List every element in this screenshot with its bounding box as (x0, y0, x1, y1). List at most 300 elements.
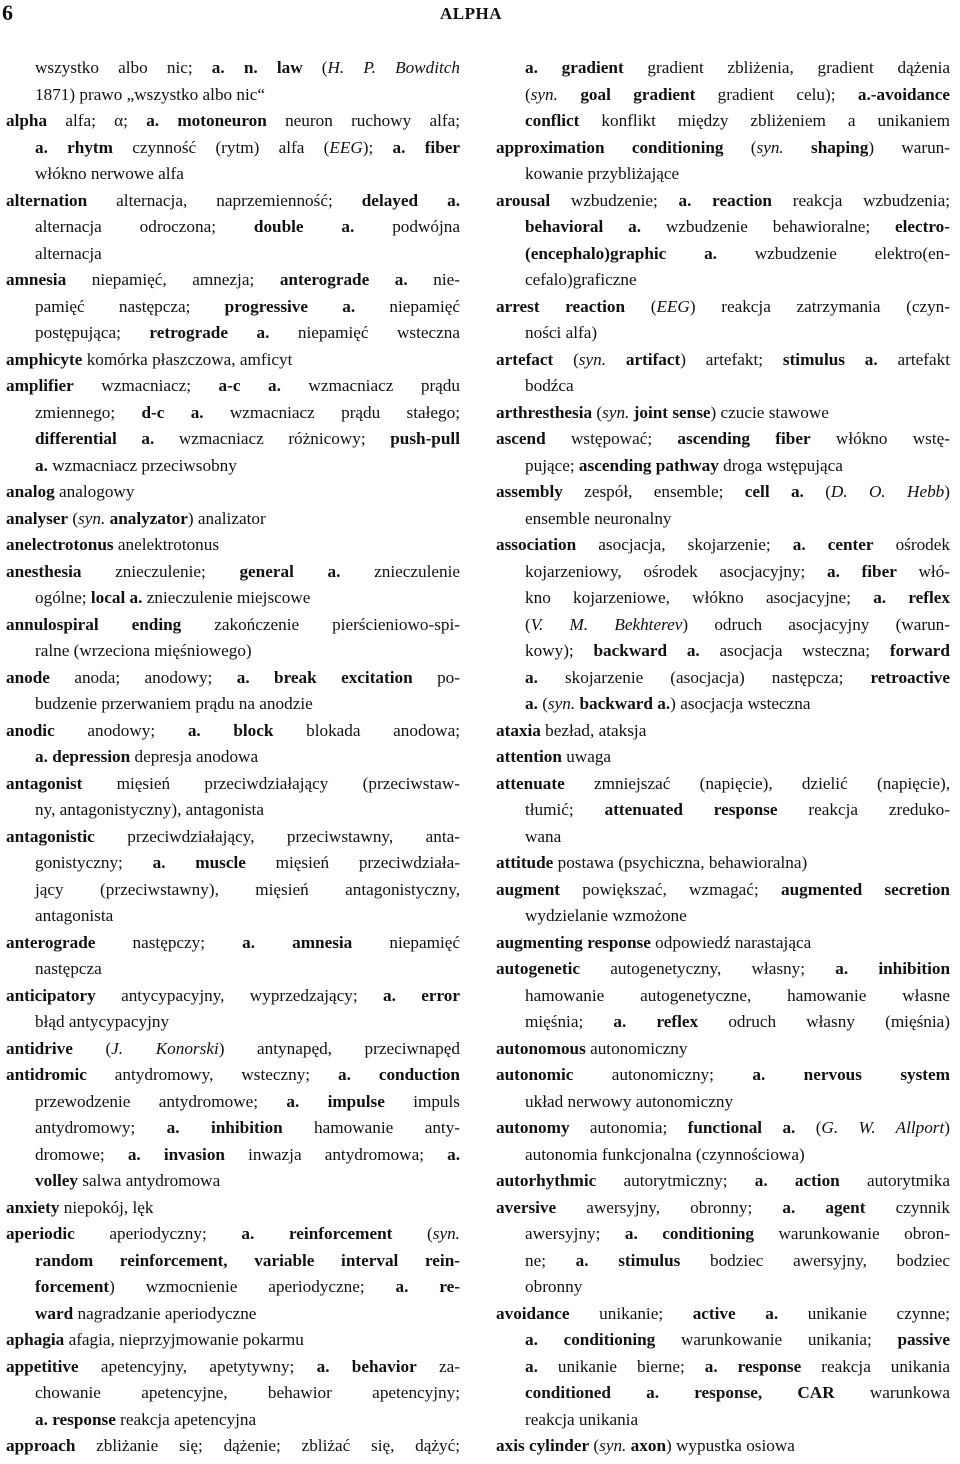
entry-text (35, 456, 237, 475)
definition-text: ( (589, 1436, 600, 1455)
entry-line (6, 983, 460, 1010)
entry-line (6, 877, 460, 904)
entry-line (6, 612, 460, 639)
entry-line (6, 824, 460, 851)
entry-line (6, 82, 460, 109)
definition-text: ( (392, 1224, 433, 1243)
entry-text (35, 959, 102, 978)
definition-text: ) reakcja zatrzymania (czyn- (689, 296, 950, 316)
entry-text (35, 747, 258, 766)
entry-text (35, 800, 264, 819)
definition-text: anodowy; (54, 720, 188, 740)
definition-text: wszystko albo nic; (35, 58, 212, 77)
definition-text: ) wzmocnienie aperiodyczne; (109, 1277, 396, 1296)
right-column (496, 55, 950, 1460)
definition-text: reakcja unikania (525, 1409, 639, 1429)
headword-text: ataxia (496, 720, 541, 740)
headword-text: a. response (704, 1356, 802, 1376)
entry-text (525, 588, 950, 607)
definition-text: znieczulenie; (81, 561, 240, 581)
entry-line (496, 1354, 950, 1381)
entry-text (525, 85, 950, 104)
entry-text (496, 350, 950, 369)
entry-text (496, 1436, 795, 1455)
entry-line (496, 665, 950, 692)
definition-text: zespół, ensemble; (562, 482, 745, 501)
definition-text: salwa antydromowa (77, 1171, 221, 1190)
definition-text: warunkowanie obron- (753, 1224, 950, 1243)
italic-text: EEG (656, 296, 690, 316)
definition-text (784, 138, 811, 157)
headword-text: progressive a. (224, 296, 356, 316)
entry-text (35, 164, 184, 183)
entry-text (6, 1198, 154, 1217)
definition-text: hamowanie autogenetyczne, hamowanie własne (525, 985, 950, 1005)
definition-text: kojarzeniowy, ośrodek asocjacyjny; (525, 561, 827, 581)
entry-text (525, 270, 637, 289)
italic-text: syn. (599, 1436, 627, 1455)
running-head: ALPHA (440, 4, 502, 23)
entry-line (6, 1301, 460, 1328)
headword-text: approximation conditioning (496, 137, 724, 157)
definition-text: hamowanie anty- (282, 1118, 460, 1137)
definition-text: bodziec awersyjny, bodziec (680, 1250, 950, 1270)
headword-text: stimulus a. (782, 349, 878, 369)
definition-text (558, 85, 580, 104)
headword-text: autogenetic (496, 959, 581, 978)
italic-text: syn. (432, 1224, 460, 1243)
entry-text (525, 217, 950, 236)
entry-line (496, 506, 950, 533)
entry-line (6, 930, 460, 957)
entry-text (35, 1012, 169, 1031)
headword-text: a. (35, 455, 48, 475)
entry-text (525, 906, 687, 925)
entry-text (35, 880, 460, 899)
entry-text (35, 1304, 256, 1323)
entry-line (6, 267, 460, 294)
entry-text (6, 509, 266, 528)
definition-text: skojarzenie (asocjacja) następcza; (537, 667, 871, 687)
definition-text: wzmacniacz prądu (280, 376, 460, 395)
headword-text: joint sense (633, 402, 711, 422)
definition-text: mięsień przeciwdziała- (245, 853, 460, 872)
italic-text: G. W. Allport (821, 1118, 945, 1137)
definition-text: autonomiczny (585, 1038, 688, 1058)
entry-line (6, 744, 460, 771)
headword-text: passive (897, 1330, 950, 1349)
entry-text (6, 668, 460, 687)
definition-text: ( (72, 1038, 112, 1058)
definition-text: autonomiczny; (573, 1065, 753, 1084)
italic-text: syn. (756, 137, 784, 157)
definition-text: warunkowa (834, 1383, 950, 1402)
entry-text (525, 323, 597, 342)
entry-text (496, 1039, 687, 1058)
entry-text (525, 615, 950, 634)
definition-text: alternacja (35, 243, 102, 263)
headword-text: a. action (754, 1171, 840, 1190)
entry-line (496, 1248, 950, 1275)
definition-text: wzmacniacz prądu stałego; (203, 402, 460, 422)
definition-text: 1871) prawo „wszystko albo nic“ (35, 84, 266, 104)
definition-text: gradient zbliżenia, gradient dążenia (623, 58, 950, 77)
definition-text: unikanie czynne; (778, 1303, 950, 1323)
entry-line (496, 983, 950, 1010)
entry-line (6, 241, 460, 268)
italic-text: EEG (329, 137, 363, 157)
definition-text: ( (592, 402, 603, 422)
entry-line (496, 161, 950, 188)
headword-text: ascend (496, 429, 546, 448)
definition-text: cefalo)graficzne (525, 270, 637, 289)
headword-text: a. agent (782, 1197, 866, 1217)
definition-text: niepokój, lęk (59, 1197, 154, 1217)
entry-line (496, 1062, 950, 1089)
headword-text: local a. (90, 588, 143, 607)
headword-text: a. depression (35, 747, 131, 766)
entry-text (496, 1171, 950, 1190)
definition-text: czynnik (865, 1197, 950, 1217)
headword-text: autonomic (496, 1065, 574, 1084)
definition-text: pamięć następcza; (35, 296, 225, 316)
definition-text: chowanie apetencyjne, behawior apetencyjny; (35, 1383, 460, 1402)
entry-line (496, 453, 950, 480)
definition-text: wzbudzenie elektro(en- (716, 243, 950, 263)
entry-text (496, 747, 611, 766)
entry-text (6, 1224, 460, 1243)
entry-text (525, 641, 950, 660)
entry-text (525, 1357, 950, 1376)
entry-line (496, 1407, 950, 1434)
headword-text: a-c a. (218, 376, 281, 395)
definition-text: włókno wstę- (810, 429, 950, 448)
definition-text: gonistyczny; (35, 853, 153, 872)
entry-line (6, 479, 460, 506)
entry-text (6, 615, 460, 634)
definition-text: ) artefakt; (680, 349, 783, 369)
entry-text (6, 827, 460, 846)
entry-text (496, 1304, 950, 1323)
headword-text: anelectrotonus (6, 535, 114, 554)
entry-text (6, 1330, 304, 1349)
definition-text: ) analizator (187, 508, 266, 528)
headword-text: a. inhibition (166, 1118, 283, 1137)
entry-text (496, 1065, 950, 1084)
page-number: 6 (2, 0, 13, 25)
entry-line (496, 691, 950, 718)
entry-text (525, 694, 810, 713)
definition-text: anoda; anodowy; (49, 667, 237, 687)
definition-text: układ nerwowy autonomiczny (525, 1091, 734, 1111)
headword-text: a. reaction (678, 190, 772, 210)
entry-line (496, 55, 950, 82)
entry-line (496, 267, 950, 294)
definition-text: niepamięć, amnezja; (66, 270, 280, 289)
definition-text: ) (944, 1118, 950, 1137)
entry-line (496, 214, 950, 241)
entry-text (6, 1436, 460, 1455)
entry-line (6, 1168, 460, 1195)
headword-text: a. conduction (338, 1065, 460, 1084)
headword-text: attention (496, 747, 562, 766)
entry-text (525, 1145, 805, 1164)
headword-text: a. amnesia (242, 932, 353, 952)
entry-text (525, 509, 672, 528)
definition-text: reakcja apetencyjna (115, 1409, 257, 1429)
definition-text: tłumić; (525, 800, 605, 819)
definition-text: ( (302, 58, 328, 77)
headword-text: attenuate (496, 773, 565, 793)
headword-text: anxiety (6, 1197, 60, 1217)
entry-text (496, 138, 950, 157)
entry-text (6, 933, 460, 952)
entry-text (35, 244, 102, 263)
definition-text: wzmacniacz różnicowy; (154, 429, 391, 448)
entry-text (496, 721, 646, 740)
headword-text: electro- (894, 217, 950, 236)
entry-line (6, 585, 460, 612)
entry-line (496, 188, 950, 215)
definition-text: konflikt między zbliżeniem a unikaniem (579, 111, 950, 130)
definition-text: ( (625, 296, 657, 316)
headword-text: anticipatory (6, 985, 96, 1005)
entry-line (6, 1274, 460, 1301)
entry-text (6, 1357, 460, 1376)
definition-text: autonomia; (569, 1118, 688, 1137)
entry-text (525, 1410, 638, 1429)
definition-text: zbliżanie się; dążenie; zbliżać się, dążyć; (75, 1436, 460, 1455)
entry-line (496, 108, 950, 135)
entry-text (525, 1251, 950, 1270)
entry-text (525, 1092, 733, 1111)
entry-line (496, 956, 950, 983)
entry-line (496, 241, 950, 268)
headword-text: a. muscle (152, 853, 246, 872)
definition-text: postępująca; (35, 323, 150, 342)
definition-text: czynność (rytm) alfa ( (112, 137, 330, 157)
headword-text: a. reflex (873, 588, 950, 607)
definition-text: przewodzenie antydromowe; (35, 1091, 287, 1111)
headword-text: a.-avoidance (857, 84, 950, 104)
headword-text: amphicyte (6, 349, 83, 369)
entry-text (6, 1039, 460, 1058)
entry-line (6, 506, 460, 533)
entry-line (6, 771, 460, 798)
entry-text (525, 668, 950, 687)
definition-text: po- (412, 667, 460, 687)
definition-text: depresja anodowa (130, 747, 259, 766)
entry-line (6, 373, 460, 400)
definition-text: neuron ruchowy alfa; (266, 111, 460, 130)
definition-text: dromowe; (35, 1144, 128, 1164)
headword-text: alternation (6, 190, 88, 210)
entry-text (6, 986, 460, 1005)
headword-text: a. (525, 667, 538, 687)
entry-text (496, 853, 807, 872)
definition-text: ( (553, 349, 579, 369)
entry-line (6, 347, 460, 374)
entry-line (6, 55, 460, 82)
definition-text: unikanie bierne; (537, 1356, 705, 1376)
entry-text (525, 1330, 950, 1349)
headword-text: (encephalo)graphic a. (525, 243, 717, 263)
entry-line (496, 850, 950, 877)
definition-text: ( (525, 84, 531, 104)
entry-line (6, 850, 460, 877)
entry-line (496, 877, 950, 904)
definition-text: analogowy (54, 482, 135, 501)
entry-text (525, 562, 950, 581)
headword-text: assembly (496, 482, 563, 501)
headword-text: anterograde (6, 932, 96, 952)
entry-line (496, 585, 950, 612)
italic-text: syn. (530, 84, 558, 104)
definition-text: antycypacyjny, wyprzedzający; (95, 985, 383, 1005)
definition-text: alfa; α; (47, 111, 147, 130)
headword-text: d-c a. (141, 402, 204, 422)
entry-text (35, 588, 310, 607)
entry-text (6, 376, 460, 395)
italic-text: syn. (602, 402, 630, 422)
entry-text (496, 429, 950, 448)
definition-text: nagradzanie aperiodyczne (73, 1303, 257, 1323)
entry-line (496, 1274, 950, 1301)
entry-line (496, 479, 950, 506)
entry-text (496, 191, 950, 210)
entry-line (6, 718, 460, 745)
definition-text: kowanie przybliżające (525, 164, 680, 183)
entry-line (496, 612, 950, 639)
headword-text: antidromic (6, 1065, 87, 1084)
headword-text: antagonist (6, 773, 83, 793)
definition-text: autorytmika (839, 1171, 950, 1190)
headword-text: a. fiber (392, 137, 460, 157)
headword-text: antidrive (6, 1038, 73, 1058)
entry-text (496, 1118, 950, 1137)
definition-text: autogenetyczny, własny; (580, 959, 836, 978)
headword-text: a. (525, 1356, 538, 1376)
entry-line (6, 1327, 460, 1354)
definition-text: znieczulenie (340, 561, 460, 581)
definition-text: pujące; (525, 455, 579, 475)
entry-line (496, 294, 950, 321)
entry-text (496, 535, 950, 554)
entry-line (6, 1036, 460, 1063)
headword-text: general a. (239, 561, 341, 581)
definition-text: ( (537, 694, 548, 713)
entry-line (496, 1168, 950, 1195)
headword-text: volley (35, 1171, 78, 1190)
headword-text: autonomous (496, 1038, 586, 1058)
entry-text (496, 482, 950, 501)
headword-text: antagonistic (6, 826, 95, 846)
headword-text: backward a. (593, 641, 700, 660)
entry-text (35, 1092, 460, 1111)
headword-text: random reinforcement, variable interval rein- (35, 1250, 460, 1270)
entry-text (525, 986, 950, 1005)
headword-text: a. conditioning (624, 1224, 754, 1243)
entry-text (35, 906, 113, 925)
entry-text (35, 297, 460, 316)
headword-text: arousal (496, 190, 551, 210)
definition-text: budzenie przerwaniem prądu na anodzie (35, 694, 313, 713)
definition-text: ) czucie stawowe (710, 402, 829, 422)
headword-text: a. reinforcement (241, 1224, 393, 1243)
italic-text: syn. (547, 694, 576, 713)
definition-text: ogólne; (35, 588, 91, 607)
entry-text (525, 1277, 582, 1296)
headword-text: ward (35, 1303, 74, 1323)
definition-text: awersyjny; (525, 1224, 625, 1243)
definition-text: niepamięć wsteczna (269, 323, 460, 342)
headword-text: a. (525, 694, 538, 713)
entry-text (35, 323, 460, 342)
headword-text: attenuated response (604, 800, 778, 819)
definition-text: włó- (896, 561, 950, 581)
entry-line (6, 426, 460, 453)
definition-text: ny, antagonistyczny), antagonista (35, 800, 264, 819)
headword-text: analyzator (109, 508, 188, 528)
definition-text: alternacja odroczona; (35, 217, 254, 236)
headword-text: ascending fiber (677, 429, 811, 448)
definition-text: reakcja wzbudzenia; (772, 190, 950, 210)
headword-text: conditioned a. response, CAR (525, 1383, 835, 1402)
headword-text: a. motoneuron (146, 111, 267, 130)
headword-text: ascending pathway (578, 455, 719, 475)
entry-line (496, 320, 950, 347)
headword-text: axis cylinder (496, 1436, 590, 1455)
entry-line (6, 1062, 460, 1089)
definition-text: powiększać, wzmagać; (559, 879, 781, 899)
headword-text: augment (496, 879, 560, 899)
headword-text: avoidance (496, 1303, 570, 1323)
headword-text: artifact (625, 349, 681, 369)
headword-text: arthresthesia (496, 402, 593, 422)
entry-line (496, 426, 950, 453)
entry-text (35, 1251, 460, 1270)
entry-line (496, 1115, 950, 1142)
headword-text: delayed a. (361, 190, 460, 210)
headword-text: a. behavior (316, 1356, 417, 1376)
definition-text: ) odruch asocjacyjny (warun- (682, 614, 950, 634)
headword-text: autorhythmic (496, 1171, 597, 1190)
definition-text: postawa (psychiczna, behawioralna) (553, 853, 808, 872)
headword-text: double a. (253, 217, 355, 236)
definition-text: inwazja antydromowa; (225, 1144, 448, 1164)
definition-text: antagonista (35, 906, 114, 925)
italic-text: syn. (578, 349, 607, 369)
definition-text (606, 350, 626, 369)
entry-text (6, 535, 219, 554)
italic-text: J. Konorski (111, 1038, 219, 1058)
entry-text (35, 1171, 220, 1190)
definition-text: zmniejszać (napięcie), dzielić (napięcie), (564, 773, 950, 793)
definition-text: ) asocjacja wsteczna (670, 694, 811, 713)
entry-text (6, 350, 292, 369)
left-column (6, 55, 460, 1460)
entry-line (6, 1407, 460, 1434)
definition-text: mięśnia; (525, 1012, 614, 1031)
entry-line (496, 1009, 950, 1036)
entry-text (35, 429, 460, 448)
headword-text: aversive (496, 1197, 557, 1217)
definition-text: bezład, ataksja (540, 720, 647, 740)
headword-text: forcement (35, 1277, 110, 1296)
entry-line (6, 1248, 460, 1275)
definition-text: antydromowy, wsteczny; (86, 1065, 338, 1084)
entry-text (496, 959, 950, 978)
